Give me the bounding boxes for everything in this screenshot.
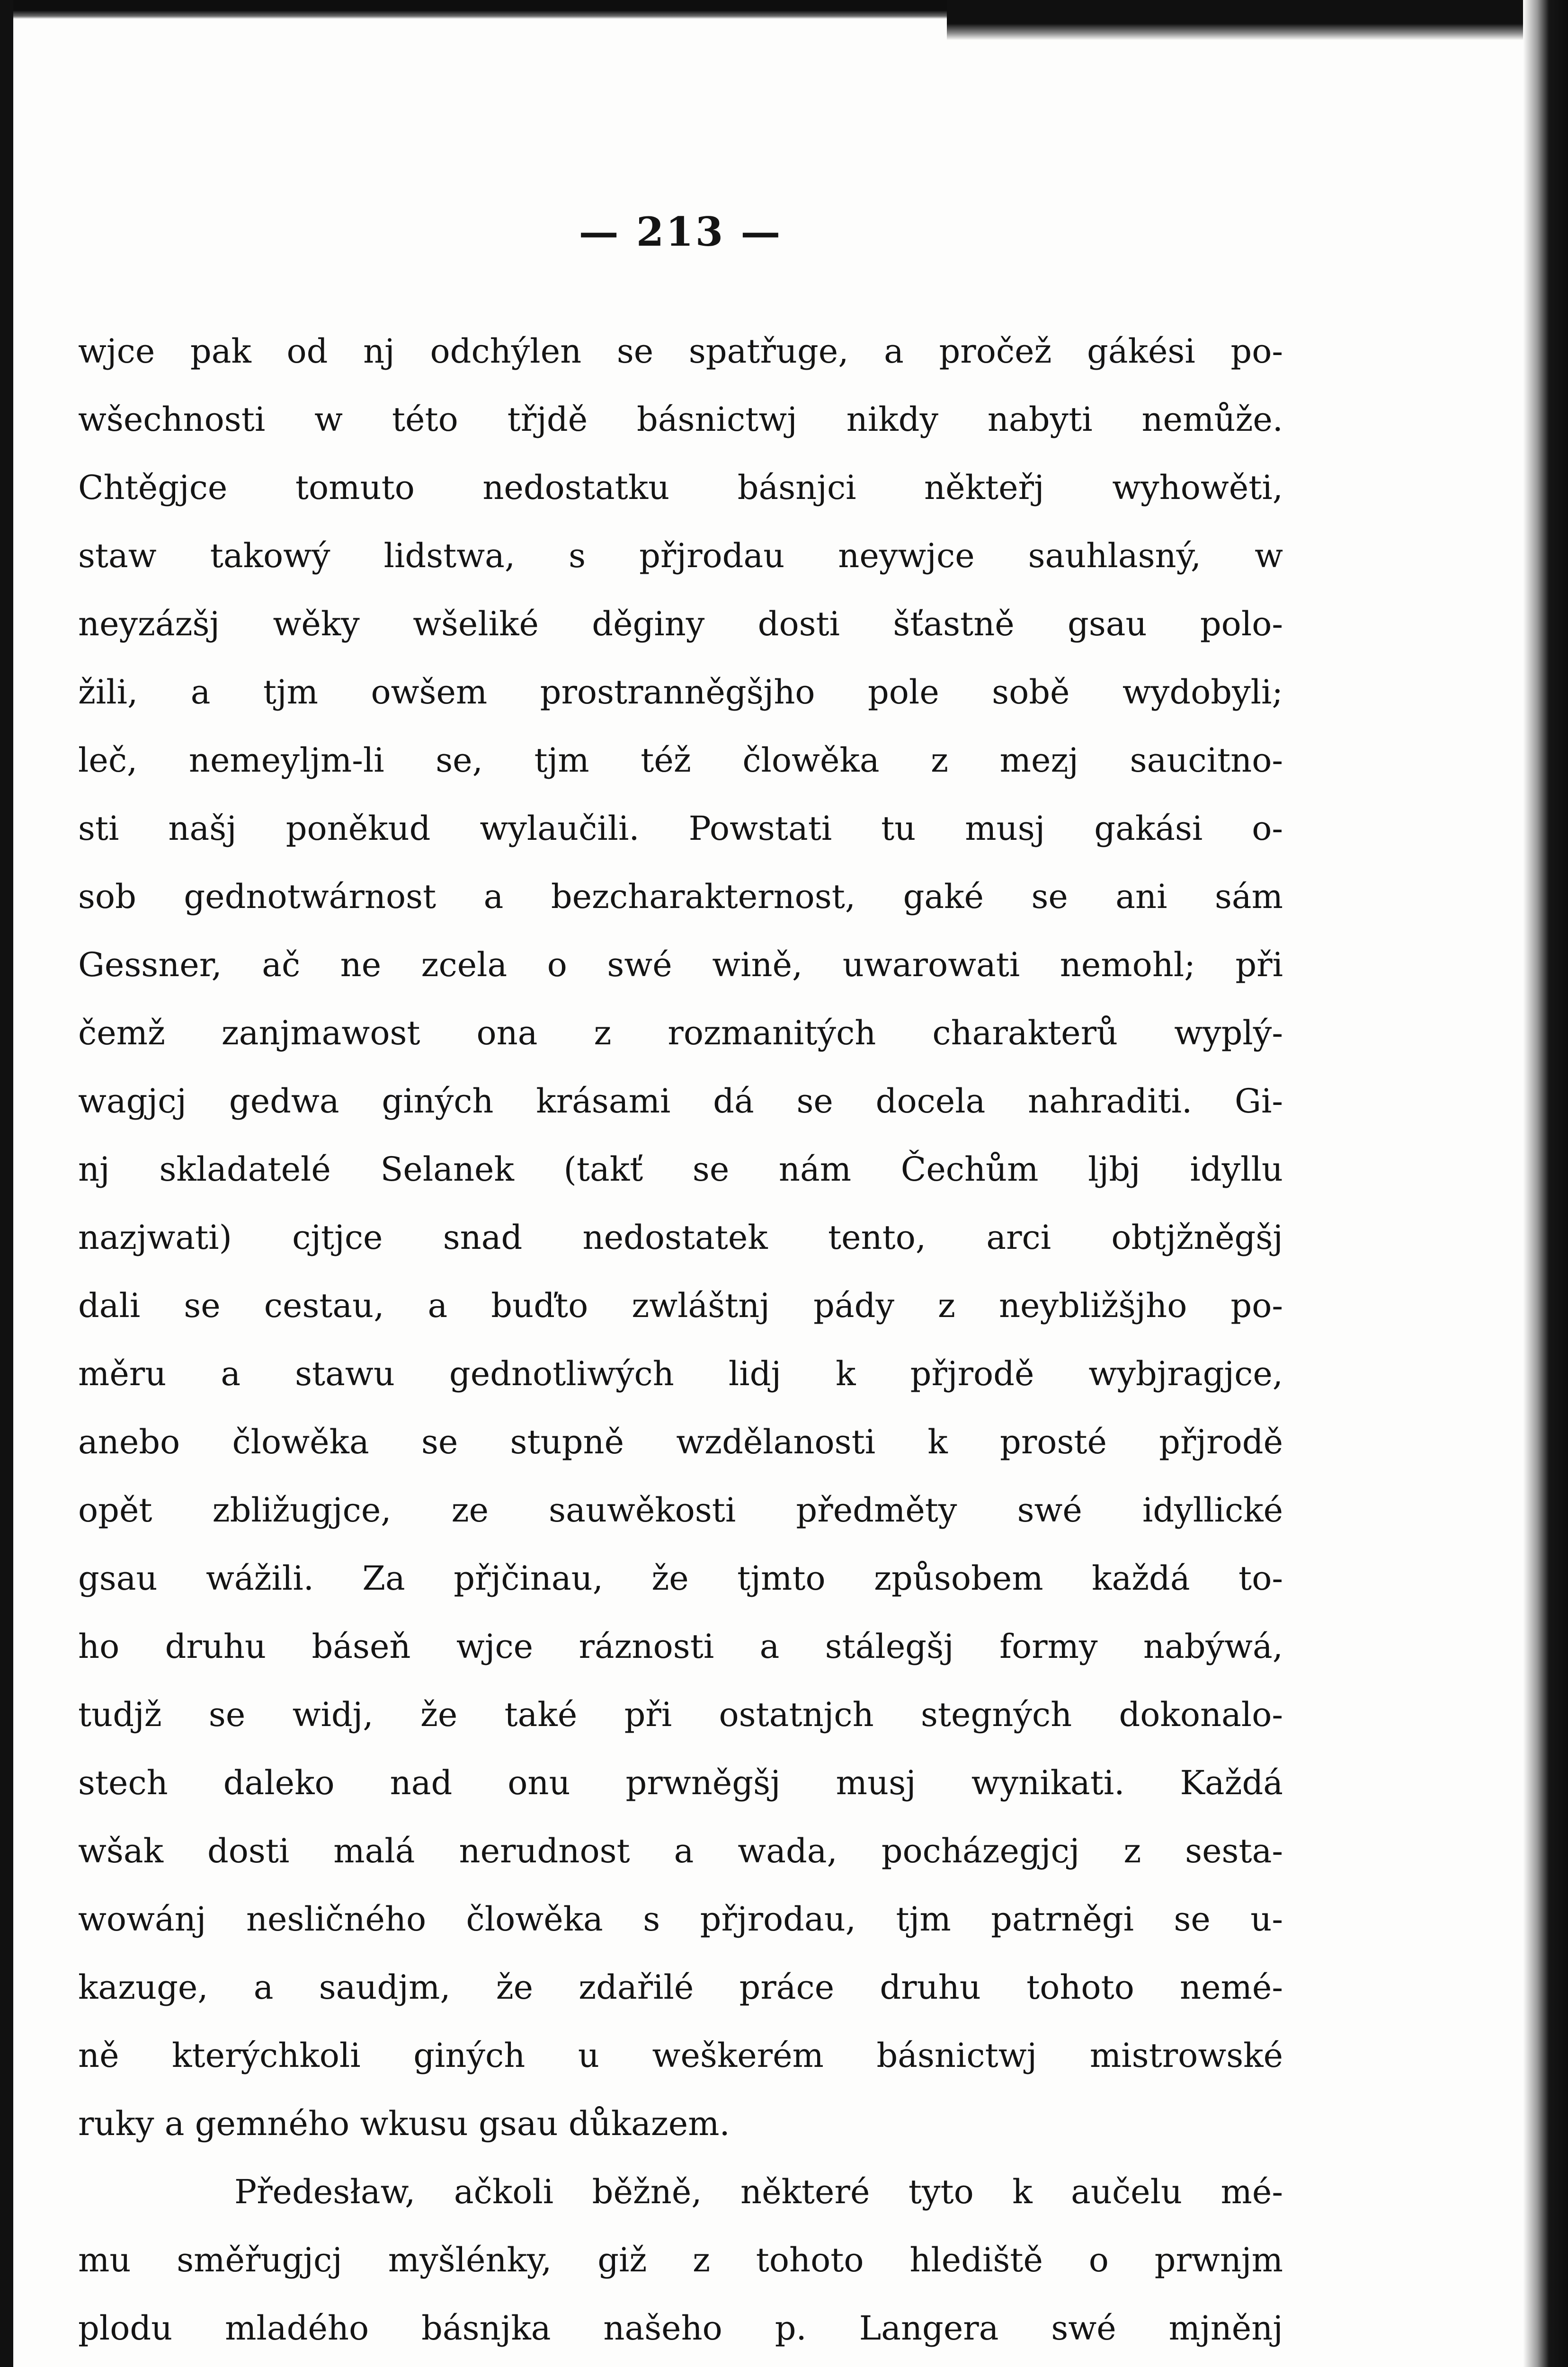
scan-edge-left — [0, 0, 13, 2367]
paragraph-start-line: Předesław, ačkoli běžně, některé tyto k aučelu mé- — [234, 2172, 1283, 2211]
text-line: wšechnosti w této třjdě básnictwj nikdy nabyti nemůže. — [78, 400, 1283, 439]
text-line: gsau wážili. Za přjčinau, že tjmto způsobem každá to- — [78, 1559, 1283, 1598]
text-line: wšak dosti malá nerudnost a wada, pocházegjcj z sesta- — [78, 1832, 1283, 1870]
text-line: ně kterýchkoli giných u weškerém básnictwj mistrowské — [78, 2036, 1283, 2075]
text-line: nazjwati) cjtjce snad nedostatek tento, arci obtjžněgšj — [78, 1218, 1283, 1257]
text-line: opět zbližugjce, ze sauwěkosti předměty swé idyllické — [78, 1491, 1283, 1530]
text-line: sob gednotwárnost a bezcharakternost, gaké se ani sám — [78, 877, 1283, 916]
text-line: wagjcj gedwa giných krásami dá se docela nahraditi. Gi- — [78, 1082, 1283, 1121]
page-number: — 213 — — [579, 208, 783, 255]
text-line: neyzázšj wěky wšeliké děginy dosti šťastně gsau polo- — [78, 605, 1283, 643]
text-line: Gessner, ač ne zcela o swé wině, uwarowati nemohl; při — [78, 945, 1283, 984]
text-line: tudjž se widj, že také při ostatnjch stegných dokonalo- — [78, 1695, 1283, 1734]
text-line: měru a stawu gednotliwých lidj k přjrodě wybjragjce, — [78, 1354, 1283, 1393]
text-line: leč, nemeyljm-li se, tjm též člowěka z mezj saucitno- — [78, 741, 1283, 780]
text-line: wjce pak od nj odchýlen se spatřuge, a pročež gákési po- — [78, 332, 1283, 371]
text-line: anebo člowěka se stupně wzdělanosti k prosté přjrodě — [78, 1423, 1283, 1461]
text-line: kazuge, a saudjm, že zdařilé práce druhu tohoto nemé- — [78, 1968, 1283, 2007]
text-line: Chtěgjce tomuto nedostatku básnjci někteřj wyhowěti, — [78, 468, 1283, 507]
text-line: wowánj nesličného člowěka s přjrodau, tjm patrněgi se u- — [78, 1900, 1283, 1939]
text-line — [78, 2362, 1283, 2367]
text-line: dali se cestau, a buďto zwláštnj pády z neybližšjho po- — [78, 1286, 1283, 1325]
text-line: mu směřugjcj myšlénky, giž z tohoto hlediště o prwnjm — [78, 2241, 1283, 2279]
text-line: stech daleko nad onu prwněgšj musj wynikati. Každá — [78, 1763, 1283, 1802]
text-line: nj skladatelé Selanek (takť se nám Čechům ljbj idyllu — [78, 1150, 1283, 1189]
text-line: sti našj poněkud wylaučili. Powstati tu musj gakási o- — [78, 809, 1283, 848]
text-line: ho druhu báseň wjce ráznosti a stálegšj formy nabýwá, — [78, 1627, 1283, 1666]
scan-edge-right — [1523, 0, 1568, 2367]
scan-edge-top-right — [947, 0, 1568, 40]
paragraph-end-line: ruky a gemného wkusu gsau důkazem. — [78, 2104, 730, 2143]
text-line: čemž zanjmawost ona z rozmanitých charakterů wyplý- — [78, 1014, 1283, 1052]
body-text — [78, 317, 1283, 2367]
text-line: žili, a tjm owšem prostranněgšjho pole sobě wydobyli; — [78, 673, 1283, 712]
text-line: plodu mladého básnjka našeho p. Langera swé mjněnj — [78, 2309, 1283, 2348]
text-line: staw takowý lidstwa, s přjrodau neywjce sauhlasný, w — [78, 536, 1283, 575]
